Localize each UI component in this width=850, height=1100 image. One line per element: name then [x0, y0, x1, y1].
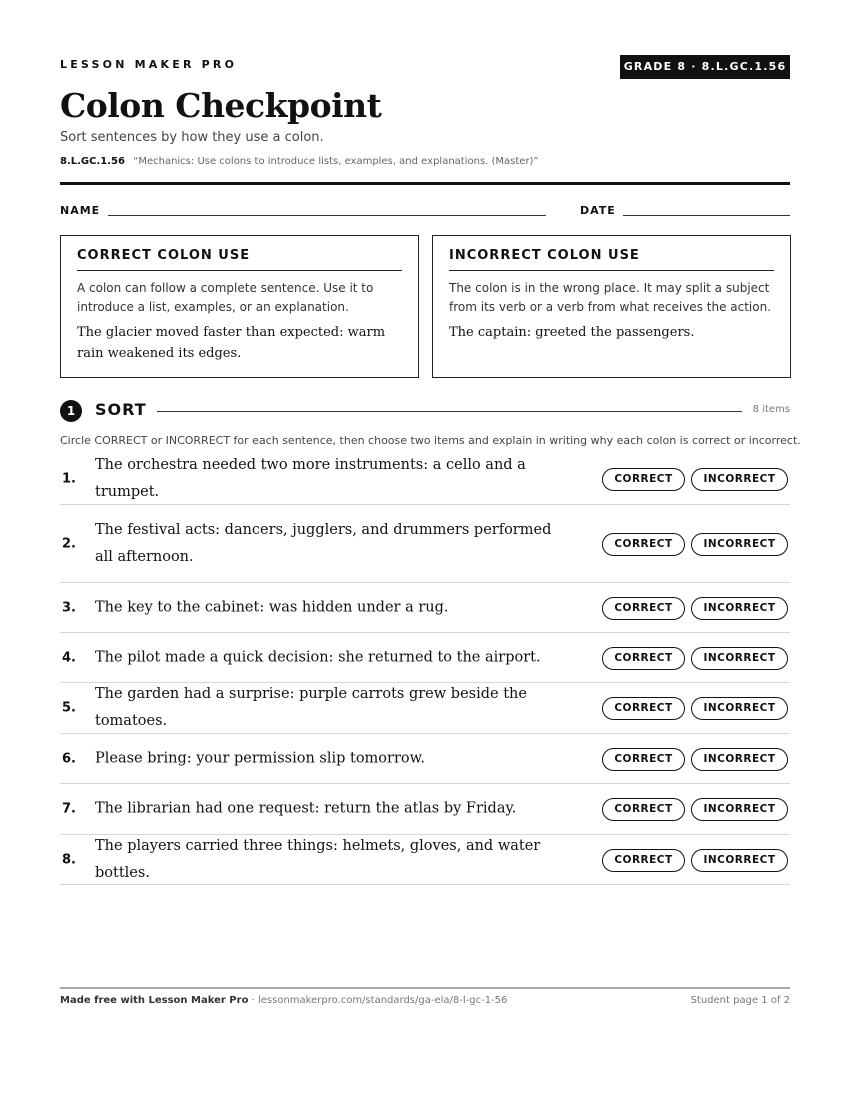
incorrect-choice-button[interactable]: INCORRECT [691, 647, 788, 670]
list-item [60, 583, 790, 633]
item-number: 3. [62, 600, 76, 615]
date-field[interactable] [623, 215, 790, 216]
list-item [60, 734, 790, 784]
list-item [60, 683, 790, 734]
incorrect-choice-button[interactable]: INCORRECT [691, 798, 788, 821]
incorrect-choice-button[interactable]: INCORRECT [691, 468, 788, 491]
item-number: 8. [62, 852, 76, 867]
choice-group [602, 646, 788, 670]
list-item [60, 835, 790, 885]
choice-group [602, 797, 788, 821]
incorrect-choice-button[interactable]: INCORRECT [691, 597, 788, 620]
list-item [60, 784, 790, 835]
sort-instructions: Circle CORRECT or INCORRECT for each sentence, then choose two items and explain in writing why each colon is correct or incorrect. [60, 434, 801, 447]
sort-items-list [60, 454, 790, 885]
choice-group [602, 596, 788, 620]
section-title: SORT [95, 400, 147, 419]
incorrect-choice-button[interactable]: INCORRECT [691, 533, 788, 556]
choice-group [602, 696, 788, 720]
footer-made-with: Made free with Lesson Maker Pro [60, 995, 249, 1006]
choice-group [602, 848, 788, 872]
list-item [60, 633, 790, 683]
incorrect-use-example: The captain: greeted the passengers. [449, 325, 695, 340]
step-number-badge: 1 [60, 400, 82, 422]
page-title: Colon Checkpoint [60, 86, 382, 125]
item-number: 7. [62, 801, 76, 817]
standard-code: 8.L.GC.1.56 [60, 156, 125, 167]
item-sentence: The librarian had one request: return the atlas by Friday. [95, 800, 517, 817]
footer-page-number: Student page 1 of 2 [690, 995, 790, 1006]
name-label: NAME [60, 204, 101, 217]
worksheet-page [60, 0, 801, 1100]
correct-choice-button[interactable]: CORRECT [602, 533, 685, 556]
header-divider [60, 182, 790, 185]
brand-name: LESSON MAKER PRO [60, 58, 238, 71]
item-number: 1. [62, 471, 76, 487]
list-item [60, 454, 790, 505]
page-subtitle: Sort sentences by how they use a colon. [60, 130, 324, 145]
correct-choice-button[interactable]: CORRECT [602, 647, 685, 670]
incorrect-use-box [432, 235, 791, 378]
correct-choice-button[interactable]: CORRECT [602, 798, 685, 821]
item-number: 6. [62, 751, 76, 766]
grade-badge: GRADE 8 · 8.L.GC.1.56 [620, 55, 790, 79]
item-sentence: The players carried three things: helmets, gloves, and water bottles. [95, 837, 541, 881]
item-sentence: The orchestra needed two more instruments: a cello and a trumpet. [95, 457, 526, 500]
standard-description: “Mechanics: Use colons to introduce lists, examples, and explanations. (Master)” [133, 156, 539, 167]
incorrect-choice-button[interactable]: INCORRECT [691, 748, 788, 771]
standard-reference [60, 156, 539, 167]
date-label: DATE [580, 204, 616, 217]
incorrect-use-heading: INCORRECT COLON USE [449, 248, 774, 271]
incorrect-choice-button[interactable]: INCORRECT [691, 697, 788, 720]
item-count: 8 items [752, 404, 790, 415]
correct-choice-button[interactable]: CORRECT [602, 748, 685, 771]
incorrect-use-description: The colon is in the wrong place. It may split a subject from its verb or a verb from what receives the action. [449, 281, 772, 314]
correct-choice-button[interactable]: CORRECT [602, 697, 685, 720]
correct-choice-button[interactable]: CORRECT [602, 849, 685, 872]
item-number: 4. [62, 650, 76, 665]
item-number: 2. [62, 536, 76, 551]
item-sentence: Please bring: your permission slip tomorrow. [95, 750, 425, 766]
correct-use-heading: CORRECT COLON USE [77, 248, 402, 271]
section-divider [157, 411, 742, 412]
item-sentence: The garden had a surprise: purple carrots grew beside the tomatoes. [95, 686, 527, 729]
correct-use-box [60, 235, 419, 378]
name-field[interactable] [108, 215, 546, 216]
choice-group [602, 532, 788, 556]
sort-section-header [60, 398, 790, 422]
item-sentence: The festival acts: dancers, jugglers, and drummers performed all afternoon. [95, 521, 552, 565]
footer-divider [60, 987, 790, 989]
list-item [60, 505, 790, 583]
item-number: 5. [62, 700, 76, 716]
correct-use-description: A colon can follow a complete sentence. Use it to introduce a list, examples, or an explanation. [77, 281, 374, 314]
item-sentence: The pilot made a quick decision: she returned to the airport. [95, 649, 541, 665]
footer-credit [60, 995, 507, 1006]
choice-group [602, 747, 788, 771]
correct-choice-button[interactable]: CORRECT [602, 468, 685, 491]
correct-use-example: The glacier moved faster than expected: warm rain weakened its edges. [77, 325, 386, 361]
footer-url[interactable]: · lessonmakerpro.com/standards/ga-ela/8-l-gc-1-56 [248, 995, 508, 1006]
correct-choice-button[interactable]: CORRECT [602, 597, 685, 620]
incorrect-choice-button[interactable]: INCORRECT [691, 849, 788, 872]
item-sentence: The key to the cabinet: was hidden under a rug. [95, 599, 449, 615]
choice-group [602, 467, 788, 491]
